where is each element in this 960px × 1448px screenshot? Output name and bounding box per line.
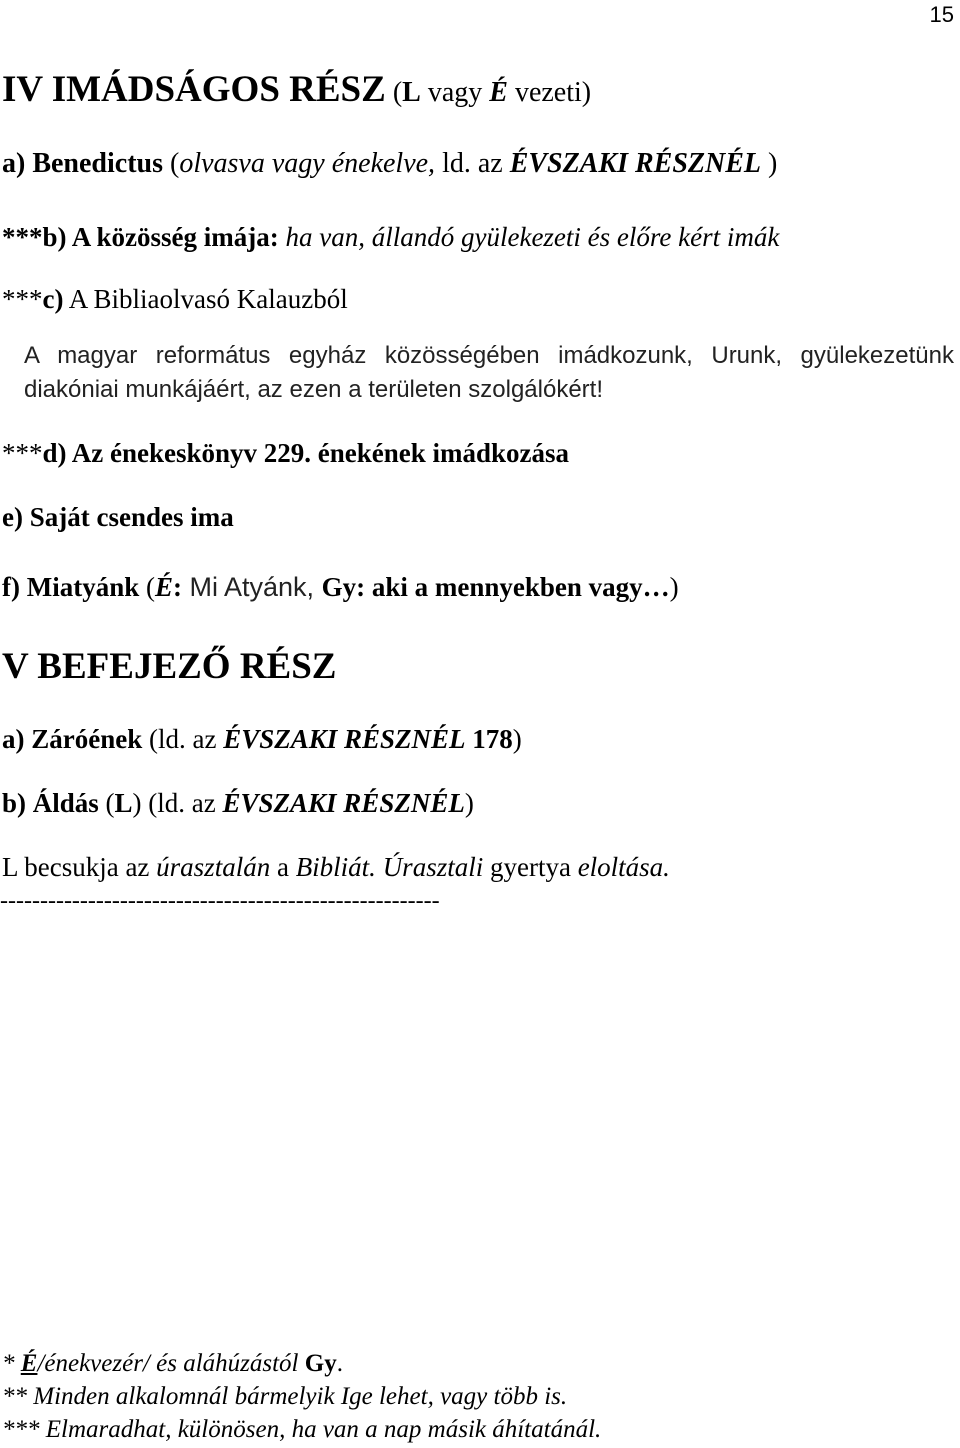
section-heading-5: V BEFEJEZŐ RÉSZ	[2, 646, 337, 687]
item-silent-prayer: e) Saját csendes ima	[2, 502, 234, 532]
item-closing-hymn: a) Záróének (ld. az ÉVSZAKI RÉSZNÉL 178)	[2, 724, 522, 754]
prayer-paragraph: A magyar református egyház közösségében imádkozunk, Urunk, gyülekezetünk diakóniai munkájáért, az ezen a területen szolgálókért!	[24, 342, 954, 403]
page-number: 15	[929, 2, 954, 27]
item-hymn-prayer: ***d) Az énekeskönyv 229. énekének imádkozása	[2, 438, 570, 468]
item-lords-prayer: f) Miatyánk (É: Mi Atyánk, Gy: aki a mennyekben vagy…)	[2, 572, 679, 602]
item-blessing: b) Áldás (L) (ld. az ÉVSZAKI RÉSZNÉL)	[2, 788, 474, 818]
separator-line: -------------------------------------------------------	[0, 888, 440, 914]
section-title: IV IMÁDSÁGOS RÉSZ	[2, 69, 386, 110]
item-benedictus: a) Benedictus (olvasva vagy énekelve, ld. az ÉVSZAKI RÉSZNÉL )	[2, 148, 778, 179]
item-community-prayer: ***b) A közösség imája: ha van, állandó gyülekezeti és előre kért imák	[2, 222, 780, 252]
footnote-3: *** Elmaradhat, különösen, ha van a nap másik áhítatánál.	[2, 1416, 602, 1443]
section-heading-4: IV IMÁDSÁGOS RÉSZ (L vagy É vezeti)	[2, 69, 592, 110]
item-bible-guide: ***c) A Bibliaolvasó Kalauzból	[2, 284, 348, 314]
footnote-1: * É/énekvezér/ és aláhúzástól Gy.	[2, 1350, 343, 1377]
footnote-2: ** Minden alkalomnál bármelyik Ige lehet, vagy több is.	[2, 1383, 568, 1410]
closing-instruction: L becsukja az úrasztalán a Bibliát. Úrasztali gyertya eloltása.	[2, 852, 670, 882]
